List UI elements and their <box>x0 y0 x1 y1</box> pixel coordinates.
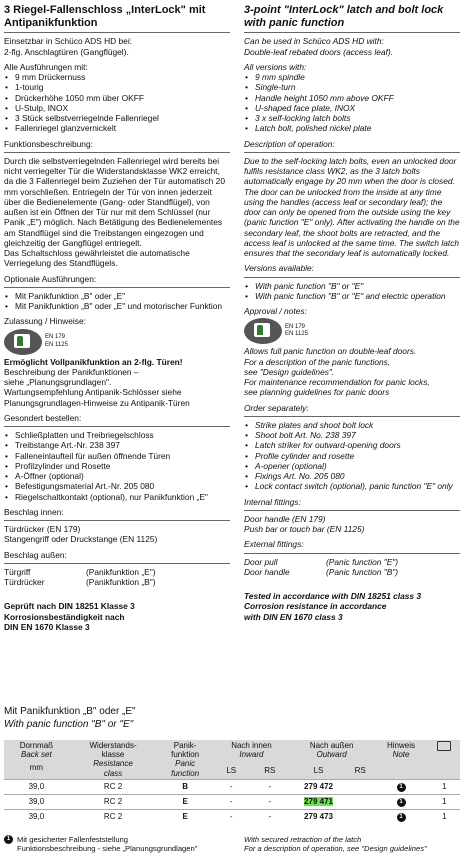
options-title: Optionale Ausführungen: <box>4 273 97 284</box>
col-out-rs: RS <box>347 765 373 779</box>
list-item: • Mit Panikfunktion „B" oder „E" <box>4 291 230 301</box>
col-out-ls: LS <box>290 765 347 779</box>
approval-line: Beschreibung der Panikfunktionen – <box>4 366 139 377</box>
emergency-exit-icon <box>244 318 282 344</box>
cert-code: EN 1125 <box>285 331 308 338</box>
approval-title: Zulassung / Hinweise: <box>4 316 86 327</box>
approval-line: see planning guidelines for panic doors <box>244 387 390 398</box>
list-item: • Riegelschaltkontakt (optional), nur Panikfunktion „E" <box>4 492 230 502</box>
list-item: • Fallenriegel glanzvernickelt <box>4 123 230 133</box>
list-item: • 1-tourig <box>4 82 230 92</box>
list-item: • U-shaped face plate, INOX <box>244 103 460 113</box>
note-marker: 1 <box>397 783 406 792</box>
divider <box>4 152 230 153</box>
intro-line: Double-leaf rebated doors (access leaf). <box>244 46 393 57</box>
tested-line: Tested in accordance with DIN 18251 class 3 <box>244 591 422 602</box>
list-item: • Profilzylinder und Rosette <box>4 461 230 471</box>
inner-title: Internal fittings: <box>244 496 301 507</box>
tested-line: Korrosionsbeständigkeit nach <box>4 611 125 622</box>
desc-text: Due to the self-locking latch bolts, even an unlocked door fulfils resistance class WK2, as the 3 latch bolts automatically engage by 20 mm when the door is closed. The door can be unlocked from the inside at any time using the handles (access leaf or secondary leaf); the door can only be opened from the outside using the key (panic function "E" only). After activating the handle on the secondary leaf, the shoot bolts are retracted, and the access leaf is unlocked at the same time. The switch latch ensures that the secondary leaf is automatically locked. <box>244 155 460 259</box>
list-item: • Mit Panikfunktion „B" oder „E" und motorischer Funktion <box>4 301 230 311</box>
list-item: • A-opener (optional) <box>244 461 460 471</box>
intro-line: Can be used in Schüco ADS HD with: <box>244 36 384 47</box>
section-title-de: Mit Panikfunktion „B" oder „E" <box>4 706 136 717</box>
col-in-ls: LS <box>213 765 250 779</box>
table-row: 39,0 RC 2 E - - 279 471 1 1 <box>4 794 460 809</box>
divider <box>244 32 460 33</box>
desc-text-2: Das Schaltschloss gewährleistet die automatische Verriegelung des Standflügels. <box>4 248 190 269</box>
title-en: 3-point "InterLock" latch and bolt lock with panic function <box>244 4 444 29</box>
list-item: • 9 mm spindle <box>244 72 460 82</box>
list-item: • Single-turn <box>244 82 460 92</box>
tested-line: Geprüft nach DIN 18251 Klasse 3 <box>4 601 135 612</box>
cert-block <box>244 318 460 344</box>
inner-line: Stangengriff oder Druckstange (EN 1125) <box>4 534 158 545</box>
outer-row: Türdrücker (Panikfunktion „B") <box>4 577 156 588</box>
order-list <box>244 420 460 492</box>
options-title: Versions available: <box>244 263 314 274</box>
footnote-en: With secured retraction of the latch For a description of operation, see "Design guidelines" <box>244 835 427 854</box>
options-list <box>4 291 230 312</box>
section-heading <box>4 706 136 731</box>
note-marker: 1 <box>397 798 406 807</box>
section-title-en: With panic function "B" or "E" <box>4 718 134 730</box>
tested-line: with DIN EN 1670 class 3 <box>244 611 343 622</box>
list-item: • Schließplatten und Treibriegelschloss <box>4 430 230 440</box>
list-item: • Befestigungsmaterial Art.-Nr. 205 080 <box>4 481 230 491</box>
list-item: • Drückerhöhe 1050 mm über OKFF <box>4 93 230 103</box>
versions-list <box>4 72 230 134</box>
cert-code: EN 179 <box>285 324 306 331</box>
divider <box>244 277 460 278</box>
table-row: 39,0 RC 2 B - - 279 472 1 1 <box>4 779 460 794</box>
intro-line: 2-flg. Anschlagtüren (Gangflügel). <box>4 46 129 57</box>
footnote-de: 1 Mit gesicherter Fallenfeststellung Funktionsbeschreibung - siehe „Planungsgrundlagen" <box>4 835 240 854</box>
highlighted-article: 279 471 <box>304 796 333 806</box>
cert-code: EN 1125 <box>45 341 68 348</box>
inner-line: Push bar or touch bar (EN 1125) <box>244 524 365 535</box>
outer-title: External fittings: <box>244 539 304 550</box>
versions-list <box>244 72 460 134</box>
col-outward: Nach außen Outward <box>290 740 373 765</box>
list-item: • 9 mm Drückernuss <box>4 72 230 82</box>
list-item: • Lock contact switch (optional), panic function "E" only <box>244 481 460 491</box>
outer-row: Door handle (Panic function "B") <box>244 566 399 577</box>
list-item: • Handle height 1050 mm above OKFF <box>244 93 460 103</box>
english-column <box>244 4 460 622</box>
col-resistance: Widerstands- klasse Resistance class <box>69 740 158 779</box>
note-marker: 1 <box>397 813 406 822</box>
versions-title: Alle Ausführungen mit: <box>4 61 88 72</box>
list-item: • Fixings Art. No. 205 080 <box>244 471 460 481</box>
inner-line: Door handle (EN 179) <box>244 513 326 524</box>
intro-line: Einsetzbar in Schüco ADS HD bei: <box>4 36 133 47</box>
approval-line: Wartungsempfehlung Antipanik-Schlösser siehe <box>4 387 182 398</box>
divider <box>244 553 460 554</box>
approval-line: Allows full panic function on double-leaf doors. <box>244 346 417 357</box>
list-item: • Treibstange Art.-Nr. 238 397 <box>4 440 230 450</box>
col-in-rs: RS <box>250 765 290 779</box>
desc-title: Description of operation: <box>244 138 335 149</box>
approval-title: Approval / notes: <box>244 306 307 317</box>
cert-code: EN 179 <box>45 334 66 341</box>
divider <box>4 287 230 288</box>
divider <box>4 426 230 427</box>
german-column <box>4 4 230 632</box>
approval-line: siehe „Planungsgrundlagen". <box>4 377 112 388</box>
article-table <box>4 740 460 824</box>
list-item: • Shoot bolt Art. No. 238 397 <box>244 430 460 440</box>
order-list <box>4 430 230 502</box>
order-title: Order separately: <box>244 402 309 413</box>
desc-text: Durch die selbstverriegelnden Fallenriegel wird bereits bei nicht verriegelter Tür die Widerstandsklasse WK2 erreicht, da die 3 Fallenriegel beim Zuziehen der Tür automatisch 20 mm vorschließen. Entriegeln der Tür von innen jederzeit über die Bedienelemente (Gang- oder Standflügel), von außen ist ein Öffnen der Tür nur mit dem Schlüssel (nur Panik „E") möglich. Nach Betätigung des Bedienelementes am Standflügel sind die Treibstangen eingezogen und gleichzeitig der Gangflügel entriegelt. <box>4 155 225 248</box>
divider <box>4 32 230 33</box>
options-list <box>244 281 460 302</box>
approval-line: For a description of the panic functions, <box>244 356 391 367</box>
note-marker: 1 <box>4 835 13 844</box>
list-item: • Latch bolt, polished nickel plate <box>244 123 460 133</box>
list-item: • Profile cylinder and rosette <box>244 451 460 461</box>
cert-block <box>4 329 230 355</box>
inner-title: Beschlag innen: <box>4 506 64 517</box>
list-item: • With panic function "B" or "E" and electric operation <box>244 291 460 301</box>
col-backset: Dornmaß Back set mm <box>4 740 69 779</box>
versions-title: All versions with: <box>244 61 307 72</box>
col-inward: Nach innen Inward <box>213 740 290 765</box>
emergency-exit-icon <box>4 329 42 355</box>
list-item: • Latch striker for outward-opening doors <box>244 440 460 450</box>
approval-line: For maintenance recommendation for panic locks, <box>244 377 430 388</box>
approval-line: Planungsgrundlagen-Hinweise zu Antipanik-Türen <box>4 397 190 408</box>
col-panic: Panik- funktion Panic function <box>157 740 213 779</box>
tested-line: Corrosion resistance in accordance <box>244 601 387 612</box>
inner-line: Türdrücker (EN 179) <box>4 524 81 535</box>
approval-line: see "Design guidelines". <box>244 366 335 377</box>
list-item: • U-Stulp, INOX <box>4 103 230 113</box>
list-item: • A-Öffner (optional) <box>4 471 230 481</box>
tested-line: DIN EN 1670 Klasse 3 <box>4 621 90 632</box>
divider <box>4 520 230 521</box>
col-note: Hinweis Note <box>373 740 429 779</box>
table-row: 39,0 RC 2 E - - 279 473 1 1 <box>4 809 460 824</box>
divider <box>244 152 460 153</box>
approval-bold: Ermöglicht Vollpanikfunktion an 2-flg. Türen! <box>4 356 183 367</box>
divider <box>4 563 230 564</box>
outer-row: Türgriff (Panikfunktion „E") <box>4 566 156 577</box>
outer-row: Door pull (Panic function "E") <box>244 556 399 567</box>
title-de: 3 Riegel-Fallenschloss „InterLock" mit Antipanikfunktion <box>4 4 206 29</box>
list-item: • 3 x self-locking latch bolts <box>244 113 460 123</box>
list-item: • Falleneinlaufteil für außen öffnende Türen <box>4 451 230 461</box>
col-qty <box>429 740 460 779</box>
list-item: • With panic function "B" or "E" <box>244 281 460 291</box>
print-icon <box>437 741 451 751</box>
outer-title: Beschlag außen: <box>4 549 67 560</box>
list-item: • Strike plates and shoot bolt lock <box>244 420 460 430</box>
desc-title: Funktionsbeschreibung: <box>4 138 93 149</box>
order-title: Gesondert bestellen: <box>4 412 82 423</box>
divider <box>244 510 460 511</box>
list-item: • 3 Stück selbstverriegelnde Fallenriegel <box>4 113 230 123</box>
divider <box>244 416 460 417</box>
